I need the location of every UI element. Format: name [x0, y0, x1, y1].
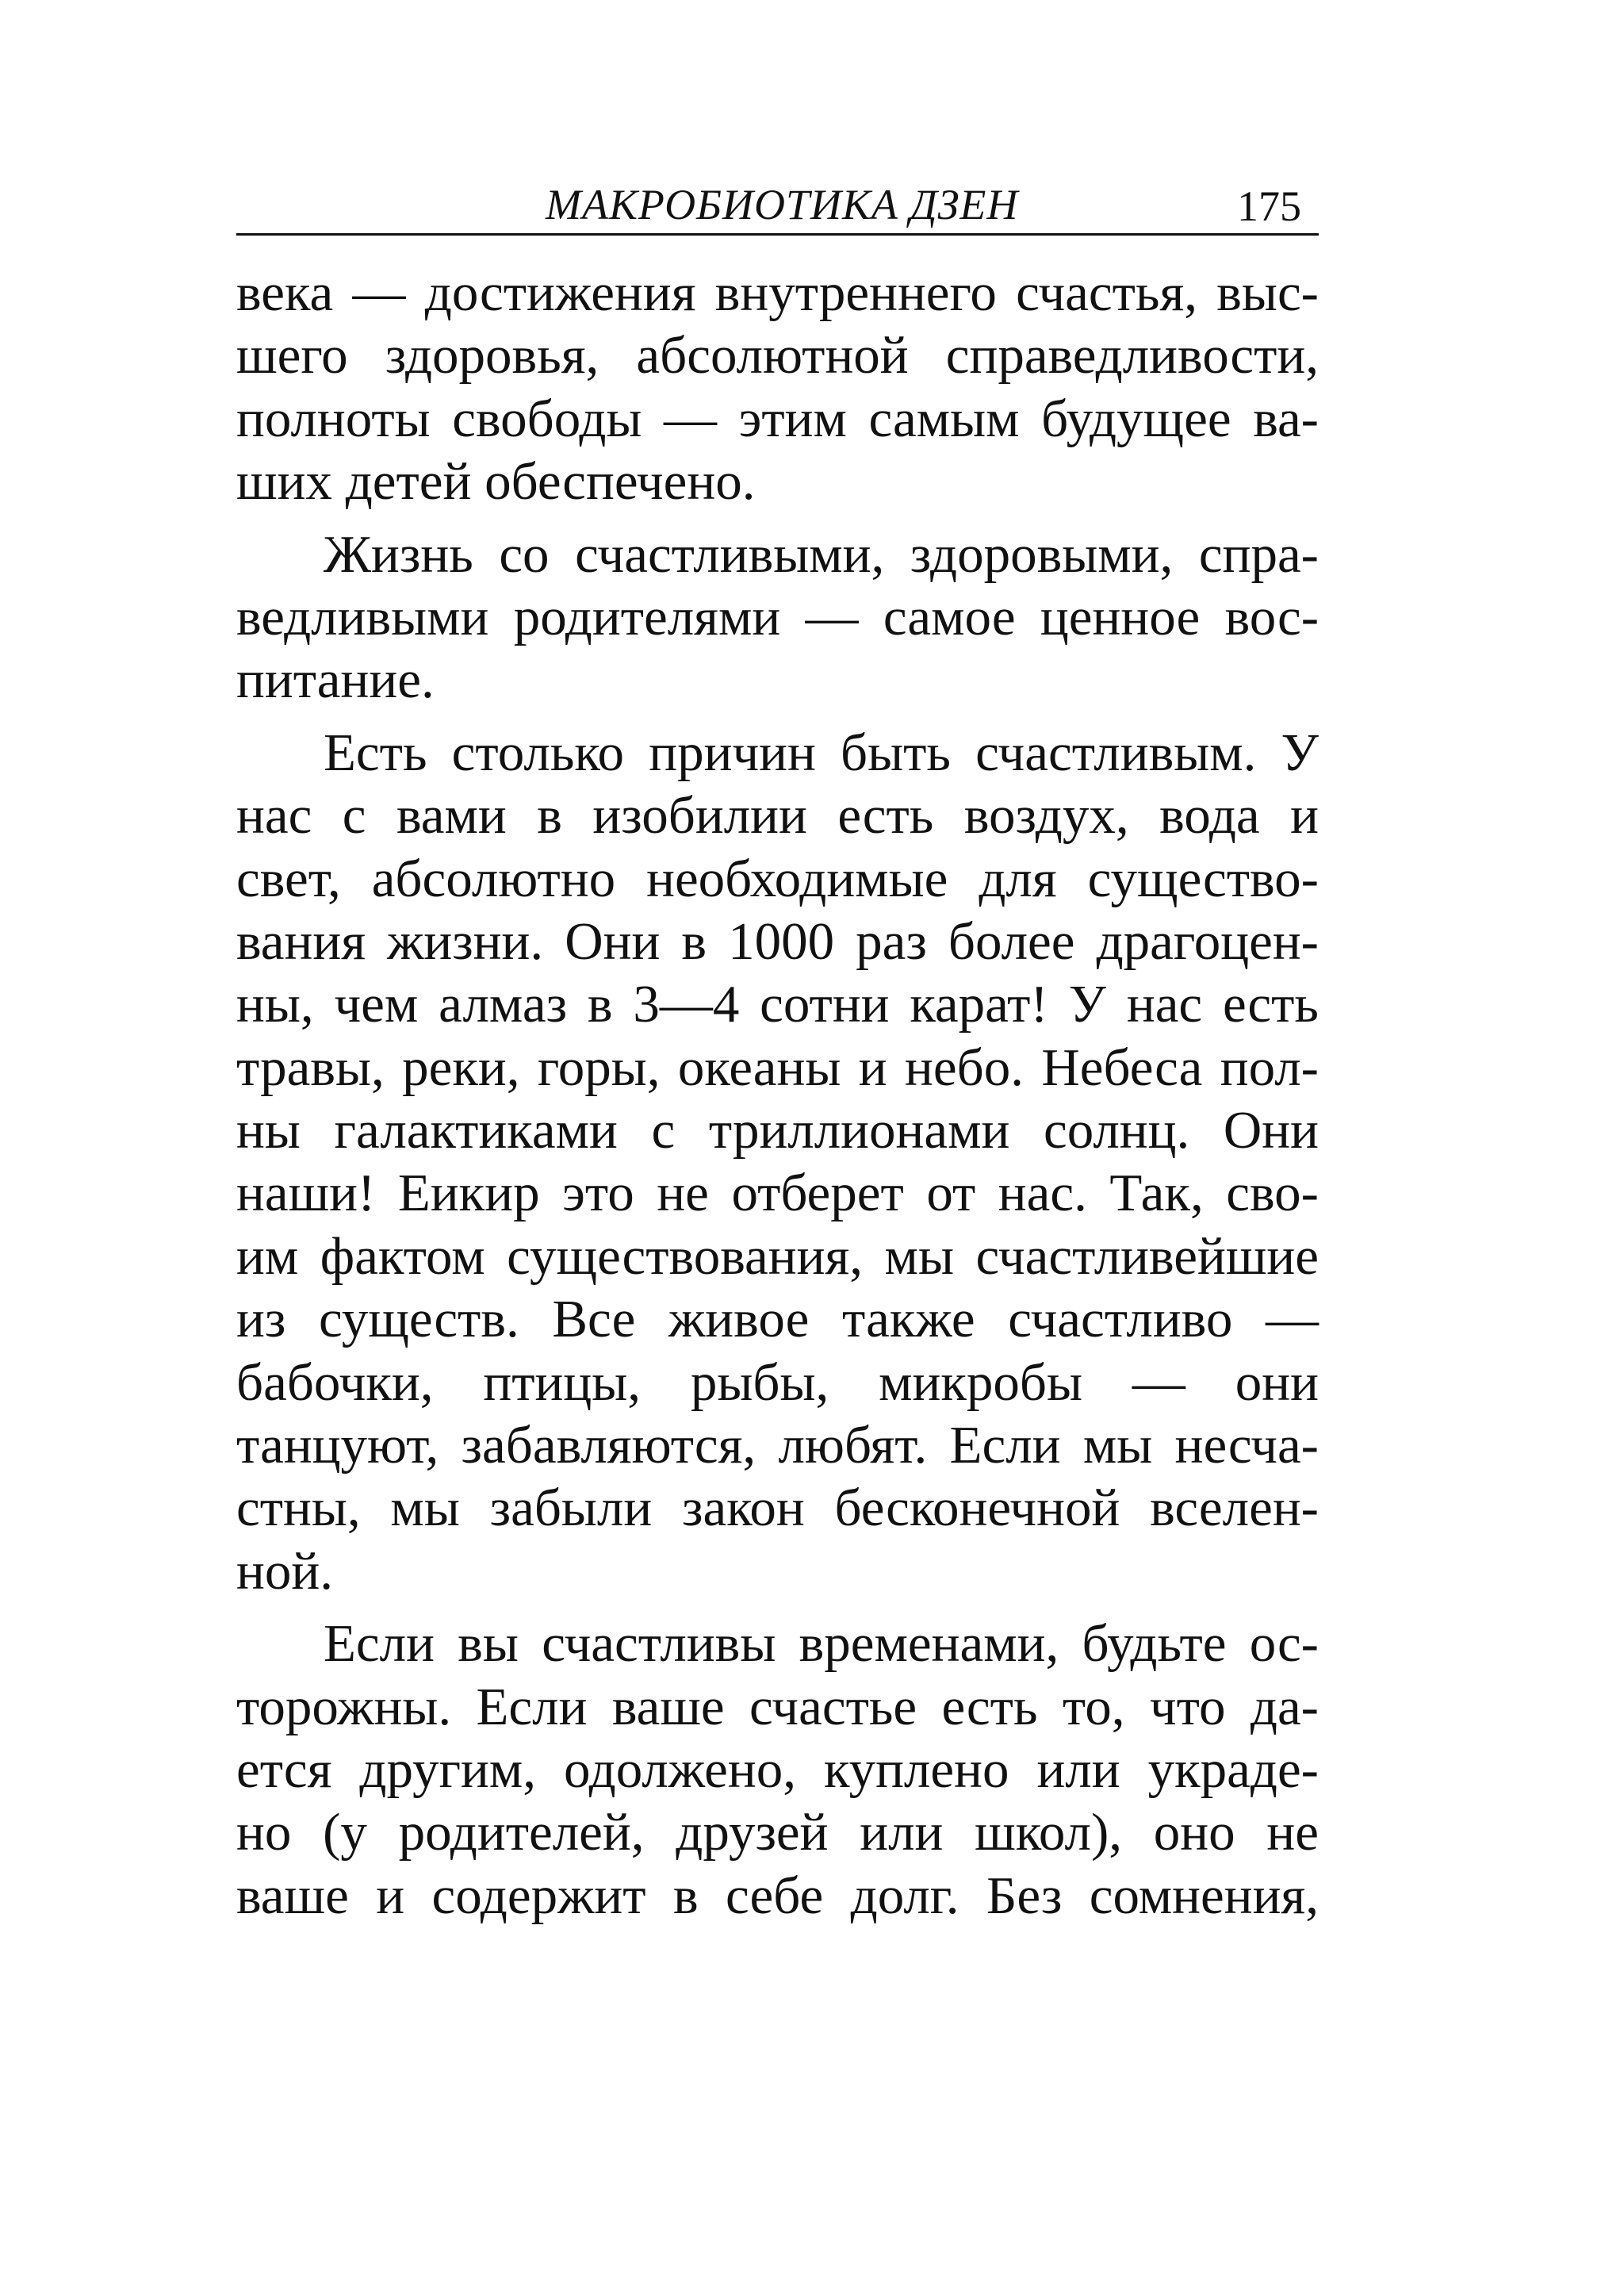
- paragraph-1: [236, 262, 1319, 514]
- text-line: торожны. Если ваше счастье есть то, что да-: [236, 1677, 1319, 1736]
- text-line: танцуют, забавляются, любят. Если мы несча-: [236, 1416, 1319, 1475]
- text-line: ны галактиками с триллионами солнц. Они: [236, 1101, 1319, 1160]
- page-number: 175: [1237, 182, 1301, 230]
- text-line: полноты свободы — этим самым будущее ва-: [236, 389, 1319, 448]
- text-line: ется другим, одолжено, куплено или украде-: [236, 1739, 1319, 1799]
- text-line: из существ. Все живое также счастливо —: [236, 1290, 1319, 1349]
- text-line: ной.: [236, 1541, 333, 1601]
- running-header: [236, 176, 1319, 236]
- text-line: травы, реки, горы, океаны и небо. Небеса пол-: [236, 1037, 1319, 1097]
- running-title: МАКРОБИОТИКА ДЗЕН: [546, 181, 1019, 228]
- text-line: Жизнь со счастливыми, здоровыми, спра-: [324, 524, 1319, 584]
- text-line: нас с вами в изобилии есть воздух, вода и: [236, 786, 1319, 846]
- text-line: свет, абсолютно необходимые для существо-: [236, 849, 1319, 908]
- text-line: вания жизни. Они в 1000 раз более драгоцен-: [236, 911, 1319, 971]
- body-text: [236, 262, 1319, 1927]
- text-line: Есть столько причин быть счастливым. У: [324, 723, 1319, 782]
- text-line: бабочки, птицы, рыбы, микробы — они: [236, 1352, 1319, 1412]
- paragraph-4: [236, 1613, 1319, 1927]
- text-line: питание.: [236, 650, 435, 710]
- text-line: стны, мы забыли закон бесконечной вселен-: [236, 1478, 1319, 1538]
- text-line: но (у родителей, друзей или школ), оно не: [236, 1803, 1319, 1862]
- text-line: ших детей обеспечено.: [236, 452, 756, 512]
- text-line: шего здоровья, абсолютной справедливости,: [236, 326, 1319, 385]
- text-line: ваше и содержит в себе долг. Без сомнения,: [236, 1866, 1319, 1925]
- text-line: им фактом существования, мы счастливейшие: [236, 1226, 1319, 1286]
- text-line: ведливыми родителями — самое ценное вос-: [236, 587, 1319, 646]
- text-line: наши! Еикир это не отберет от нас. Так, сво-: [236, 1164, 1319, 1223]
- paragraph-2: [236, 523, 1319, 712]
- text-line: ны, чем алмаз в 3—4 сотни карат! У нас есть: [236, 975, 1319, 1034]
- text-line: века — достижения внутреннего счастья, выс-: [236, 263, 1319, 322]
- text-line: Если вы счастливы временами, будьте ос-: [324, 1614, 1319, 1674]
- paragraph-3: [236, 722, 1319, 1603]
